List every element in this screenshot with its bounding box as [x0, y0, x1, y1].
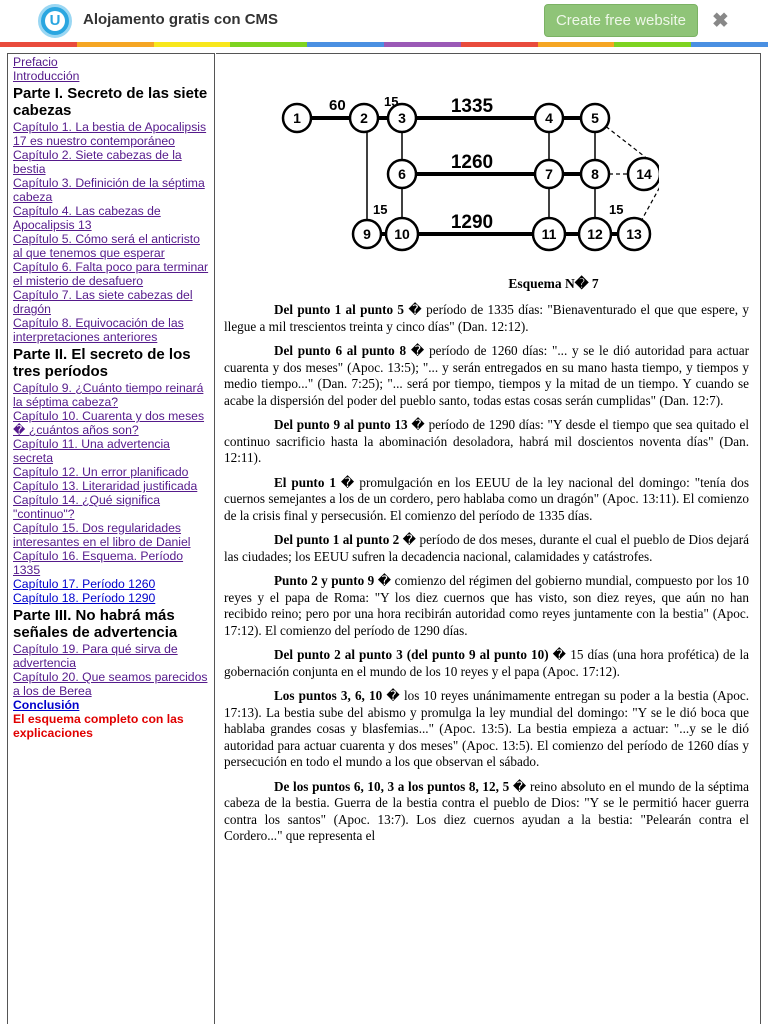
stripe-segment	[461, 42, 538, 47]
diagram-node-label-12: 12	[587, 226, 603, 242]
diagram-node-label-11: 11	[541, 226, 557, 242]
label-15-left: 15	[373, 202, 388, 217]
part-heading-2: Parte II. El secreto de los tres períodos	[13, 346, 191, 380]
paragraph-2: Del punto 6 al punto 8 � período de 1260 días: "... y se le dió autoridad para actuar cuarenta y dos meses" (Apoc. 13:5); "... y serán entregados en su mano hasta tiempo, y tiempos y medio tiempo..." (Dan. 7:25); "... será por tiempo, tiempos y la mitad de un tiempo. Y cuando se acabe la dispersión del poder del pueblo santo, todas estas cosas serán cumplidas" (Dan. 12:7).	[224, 343, 749, 408]
main-content	[216, 53, 761, 1024]
diagram-node-label-9: 9	[363, 226, 371, 242]
diagram-node-label-5: 5	[591, 110, 599, 126]
paragraph-lead: El punto 1	[274, 474, 336, 490]
diagram-node-label-14: 14	[636, 166, 652, 182]
sidebar-item-p1-8[interactable]: Capítulo 8. Equivocación de las interpretaciones anteriores	[13, 316, 184, 344]
sidebar-item-p2-6[interactable]: Capítulo 14. ¿Qué significa "continuo"?	[13, 493, 161, 521]
top-banner	[0, 0, 768, 42]
sidebar-item-p2-4[interactable]: Capítulo 12. Un error planificado	[13, 465, 189, 479]
paragraph-6: Punto 2 y punto 9 � comienzo del régimen del gobierno mundial, compuesto por los 10 reyes y el papa de Roma: "Y los diez cuernos que has visto, son diez reyes, que aún no han recibido reino; pero por una hora recibirán autoridad como reyes juntamente con la bestia" (Apoc. 17:12). El comienzo del período de 1290 días.	[224, 573, 749, 638]
diagram-node-label-3: 3	[398, 110, 406, 126]
stripe-segment	[691, 42, 768, 47]
paragraph-1: Del punto 1 al punto 5 � período de 1335 días: "Bienaventurado el que que espere, y llegue a mil trescientos treinta y cinco días" (Dan. 12:12).	[224, 302, 749, 334]
stripe-segment	[538, 42, 615, 47]
paragraph-lead: Los puntos 3, 6, 10	[274, 688, 383, 703]
sidebar-item-p2-8[interactable]: Capítulo 16. Esquema. Período 1335	[13, 549, 184, 577]
sidebar-item-conclusion[interactable]: Conclusión	[13, 698, 80, 712]
label-1260: 1260	[450, 152, 494, 173]
sidebar-item-p2-10[interactable]: Capítulo 18. Período 1290	[13, 591, 156, 605]
diagram-node-label-10: 10	[394, 226, 410, 242]
paragraph-7: Del punto 2 al punto 3 (del punto 9 al punto 10) � 15 días (una hora profética) de la gobernación conjunta en el mundo de los 10 reyes y el papa (Apoc. 17:12).	[224, 647, 749, 679]
part3-chapter-list	[13, 642, 209, 698]
stripe-segment	[307, 42, 384, 47]
sidebar-current-item: El esquema completo con las explicaciones	[13, 712, 184, 740]
label-60: 60	[329, 97, 346, 114]
label-1290: 1290	[450, 212, 494, 233]
paragraph-lead: Del punto 1 al punto 2	[274, 532, 400, 547]
label-1335: 1335	[450, 96, 494, 117]
sidebar-item-p2-9[interactable]: Capítulo 17. Período 1260	[13, 577, 156, 591]
sidebar-item-p1-1[interactable]: Capítulo 1. La bestia de Apocalipsis 17 es nuestro contemporáneo	[13, 120, 207, 148]
sidebar-item-top-2[interactable]: Introducción	[13, 69, 80, 83]
logo-icon[interactable]	[38, 4, 72, 38]
diagram-node-label-4: 4	[545, 110, 553, 126]
part1-chapter-list	[13, 120, 209, 344]
label-15-top: 15	[384, 94, 399, 109]
paragraph-8: Los puntos 3, 6, 10 � los 10 reyes unánimamente entregan su poder a la bestia (Apoc. 17:13). La bestia sube del abismo y promulga la ley mundial del domingo: "Y se le dió boca que hablaba grandes cosas y blasfemias..." (Apoc. 13:5). La bestia empieza a actuar: "...y se le dió autoridad para actuar cuarenta y dos meses" (Apoc. 13:5). El comienzo del período de 1260 días y persecución en todo el mundo a los que observan el sábado.	[224, 688, 749, 769]
diagram-node-label-13: 13	[626, 226, 642, 242]
part2-chapter-list	[13, 381, 209, 605]
sidebar-item-p2-7[interactable]: Capítulo 15. Dos regularidades interesantes en el libro de Daniel	[13, 521, 191, 549]
sidebar-top-links	[13, 55, 209, 83]
create-free-website-button[interactable]: Create free website	[544, 4, 698, 37]
diagram-node-label-8: 8	[591, 166, 599, 182]
sidebar-nav	[7, 53, 215, 1024]
sidebar-item-p2-5[interactable]: Capítulo 13. Literaridad justificada	[13, 479, 198, 493]
diagram-caption: Esquema N� 7	[508, 276, 599, 291]
sidebar-item-p1-2[interactable]: Capítulo 2. Siete cabezas de la bestia	[13, 148, 182, 176]
logo-letter: U	[45, 11, 65, 31]
stripe-segment	[384, 42, 461, 47]
paragraph-lead: Del punto 6 al punto 8	[274, 343, 407, 358]
paragraph-9: De los puntos 6, 10, 3 a los puntos 8, 12, 5 � reino absoluto en el mundo de la séptima cabeza de la bestia. Guerra de la bestia contra el pueblo de Dios: "Y se le permitió hacer guerra contra los santos" (Apoc. 13:7). Los diez cuernos ayudan a la bestia: "Pelearán contra el Cordero..." que representa el	[224, 778, 750, 843]
stripe-segment	[154, 42, 231, 47]
stripe-segment	[0, 42, 77, 47]
diagram-node-label-7: 7	[545, 166, 553, 182]
paragraph-lead: Del punto 2 al punto 3 (del punto 9 al punto 10)	[274, 647, 549, 662]
part-heading-3: Parte III. No habrá más señales de advertencia	[13, 607, 178, 641]
diagram-node-label-2: 2	[360, 110, 368, 126]
stripe-segment	[77, 42, 154, 47]
paragraph-lead: De los puntos 6, 10, 3 a los puntos 8, 12, 5	[274, 778, 510, 794]
esquema-diagram	[279, 86, 659, 286]
diagram-node-label-6: 6	[398, 166, 406, 182]
color-stripe	[0, 42, 768, 47]
diagram-node-label-1: 1	[293, 110, 301, 126]
sidebar-item-p1-7[interactable]: Capítulo 7. Las siete cabezas del dragón	[13, 288, 193, 316]
explanation-text	[224, 302, 749, 853]
paragraph-4: El punto 1 � promulgación en los EEUU de la ley nacional del domingo: "tenía dos cuernos semejantes a los de un cordero, pero hablaba como un dragón" (Apoc. 13:11). El comienzo de la crisis final y persecusión. El comienzo del período de 1335 días.	[224, 474, 749, 523]
paragraph-lead: Del punto 9 al punto 13	[274, 417, 408, 432]
sidebar-item-p2-1[interactable]: Capítulo 9. ¿Cuánto tiempo reinará la séptima cabeza?	[13, 381, 204, 409]
stripe-segment	[614, 42, 691, 47]
sidebar-item-p2-3[interactable]: Capítulo 11. Una advertencia secreta	[13, 437, 170, 465]
sidebar-item-p2-2[interactable]: Capítulo 10. Cuarenta y dos meses � ¿cuántos años son?	[13, 409, 205, 437]
part-heading-1: Parte I. Secreto de las siete cabezas	[13, 85, 208, 119]
label-15-right: 15	[609, 202, 624, 217]
sidebar-item-p3-2[interactable]: Capítulo 20. Que seamos parecidos a los de Berea	[13, 670, 208, 698]
sidebar-item-p1-3[interactable]: Capítulo 3. Definición de la séptima cabeza	[13, 176, 205, 204]
close-icon[interactable]: ✖	[712, 10, 729, 32]
brand-title[interactable]: Alojamento gratis con CMS	[83, 11, 279, 28]
sidebar-item-top-1[interactable]: Prefacio	[13, 55, 58, 69]
paragraph-5: Del punto 1 al punto 2 � período de dos meses, durante el cual el pueblo de Dios dejará las ciudades; los EEUU sufren la decadencia nacional, calamidades y catástrofes.	[224, 532, 749, 564]
paragraph-3: Del punto 9 al punto 13 � período de 1290 días: "Y desde el tiempo que sea quitado el continuo sacrificio hasta la abominación desoladora, habrá mil doscientos noventa días" (Dan. 12:11).	[224, 417, 750, 465]
sidebar-item-p1-5[interactable]: Capítulo 5. Cómo será el anticristo al que tenemos que esperar	[13, 232, 200, 260]
stripe-segment	[230, 42, 307, 47]
sidebar-item-p1-4[interactable]: Capítulo 4. Las cabezas de Apocalipsis 13	[13, 204, 161, 232]
paragraph-lead: Del punto 1 al punto 5	[274, 302, 405, 317]
paragraph-lead: Punto 2 y punto 9	[274, 573, 375, 588]
sidebar-item-p1-6[interactable]: Capítulo 6. Falta poco para terminar el misterio de desafuero	[13, 260, 209, 288]
sidebar-item-p3-1[interactable]: Capítulo 19. Para qué sirva de advertencia	[13, 642, 178, 670]
